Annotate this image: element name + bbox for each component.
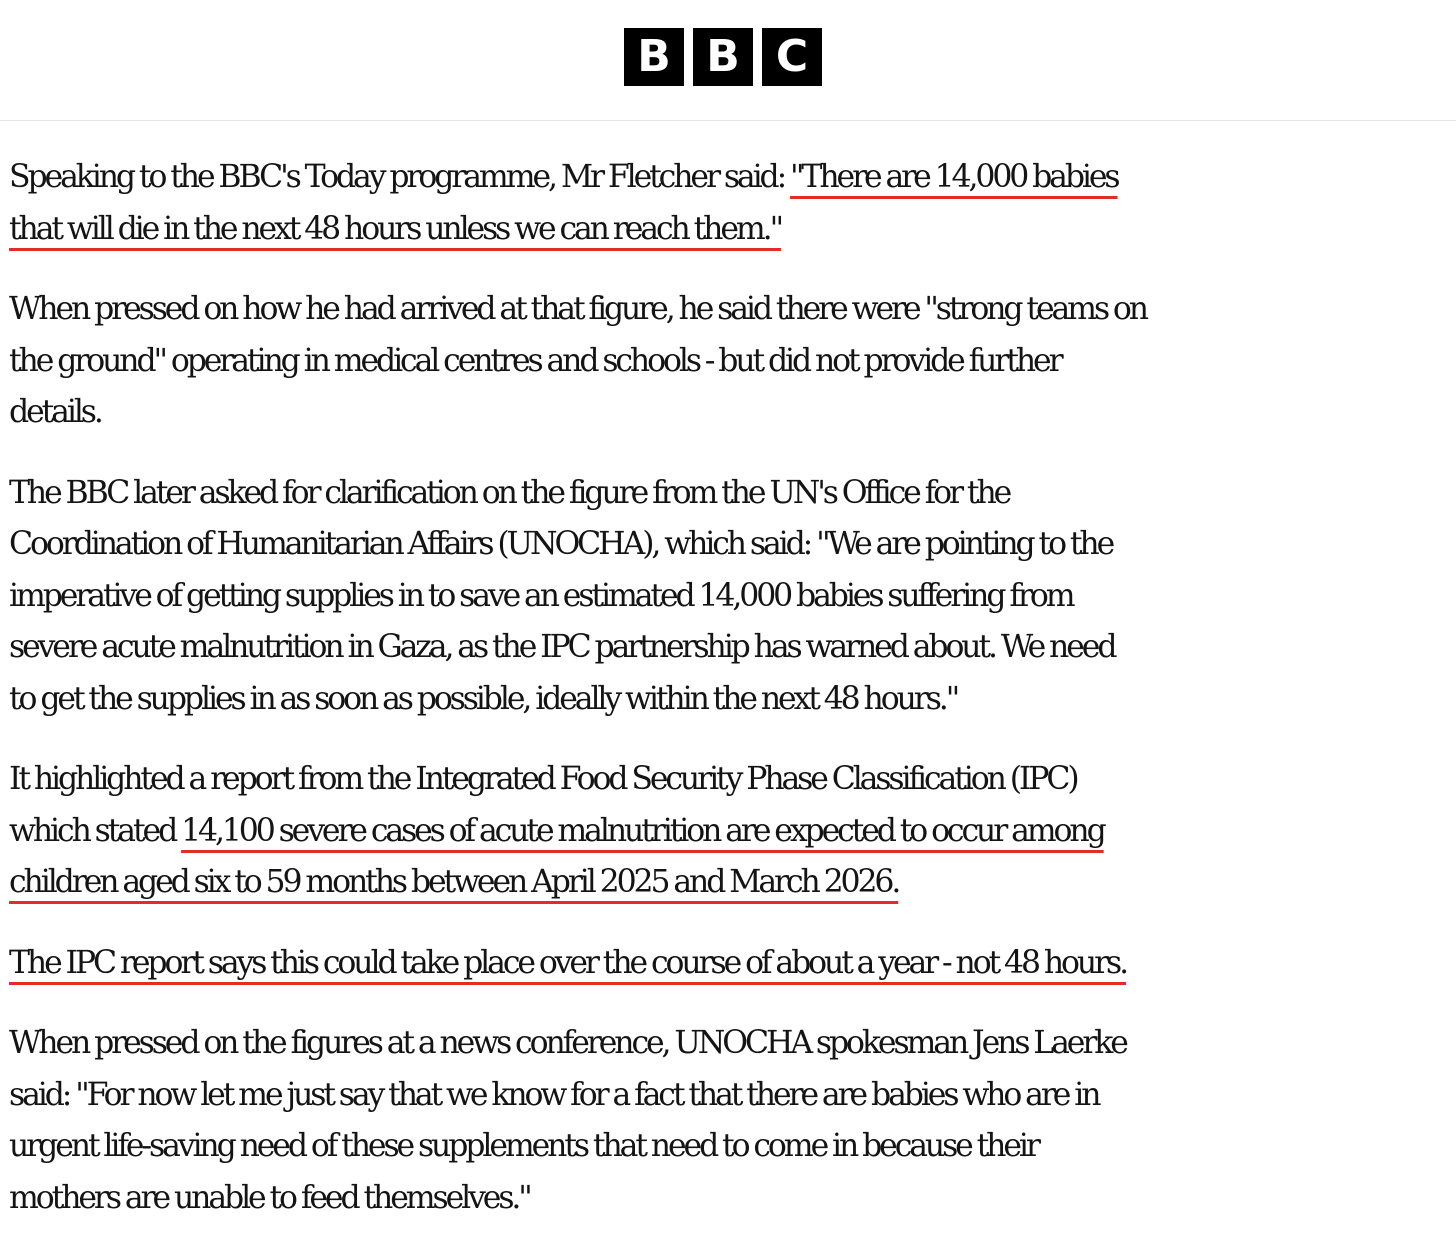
bbc-logo[interactable] bbox=[624, 28, 822, 86]
paragraph-unocha-clarification bbox=[9, 468, 1451, 726]
logo-block-b2: B bbox=[693, 28, 753, 86]
highlighted-quote: "There are 14,000 babies bbox=[790, 159, 1118, 195]
text-line: imperative of getting supplies in to save an estimated 14,000 babies suffering from bbox=[9, 577, 1073, 614]
paragraph-laerke-quote bbox=[9, 1018, 1451, 1224]
text-line: said: "For now let me just say that we know for a fact that there are babies who are in bbox=[9, 1076, 1099, 1113]
text-line: severe acute malnutrition in Gaza, as the IPC partnership has warned about. We need bbox=[9, 629, 1115, 665]
text-line bbox=[9, 857, 1451, 909]
text-line bbox=[9, 204, 1451, 256]
text-line: When pressed on how he had arrived at that figure, he said there were "strong teams on bbox=[9, 291, 1146, 327]
paragraph-fletcher-quote bbox=[9, 152, 1451, 255]
text-line: details. bbox=[9, 394, 101, 430]
text-line: urgent life-saving need of these supplements that need to come in because their bbox=[9, 1128, 1038, 1164]
logo-block-b1: B bbox=[624, 28, 684, 86]
paragraph-pressed-on-figure bbox=[9, 284, 1451, 439]
logo-block-c: C bbox=[762, 28, 822, 86]
highlighted-statistic: 14,100 severe cases of acute malnutrition are expected to occur among bbox=[181, 812, 1104, 849]
text-line bbox=[9, 938, 1451, 990]
text-line bbox=[9, 806, 1451, 858]
text-line: Coordination of Humanitarian Affairs (UNOCHA), which said: "We are pointing to the bbox=[9, 526, 1113, 562]
site-header bbox=[0, 0, 1456, 121]
text-line: the ground" operating in medical centres and schools - but did not provide further bbox=[9, 342, 1061, 379]
text-line: The BBC later asked for clarification on the figure from the UN's Office for the bbox=[9, 474, 1010, 511]
text-line: It highlighted a report from the Integrated Food Security Phase Classification (IPC) bbox=[9, 761, 1077, 797]
text-segment: Speaking to the BBC's Today programme, Mr Fletcher said: bbox=[9, 159, 791, 195]
text-line: When pressed on the figures at a news conference, UNOCHA spokesman Jens Laerke bbox=[9, 1025, 1126, 1061]
highlighted-timeframe: The IPC report says this could take place over the course of about a year - not 48 hours. bbox=[9, 944, 1127, 981]
article-body bbox=[9, 152, 1451, 1253]
text-line bbox=[9, 152, 1451, 204]
text-segment: which stated bbox=[9, 812, 182, 849]
paragraph-ipc-timeframe bbox=[9, 938, 1451, 990]
text-line: mothers are unable to feed themselves." bbox=[9, 1179, 530, 1216]
highlighted-quote: that will die in the next 48 hours unless we can reach them." bbox=[9, 210, 781, 247]
highlighted-statistic: children aged six to 59 months between April 2025 and March 2026. bbox=[9, 864, 899, 900]
paragraph-ipc-report bbox=[9, 754, 1451, 909]
text-line: to get the supplies in as soon as possible, ideally within the next 48 hours." bbox=[9, 680, 958, 717]
